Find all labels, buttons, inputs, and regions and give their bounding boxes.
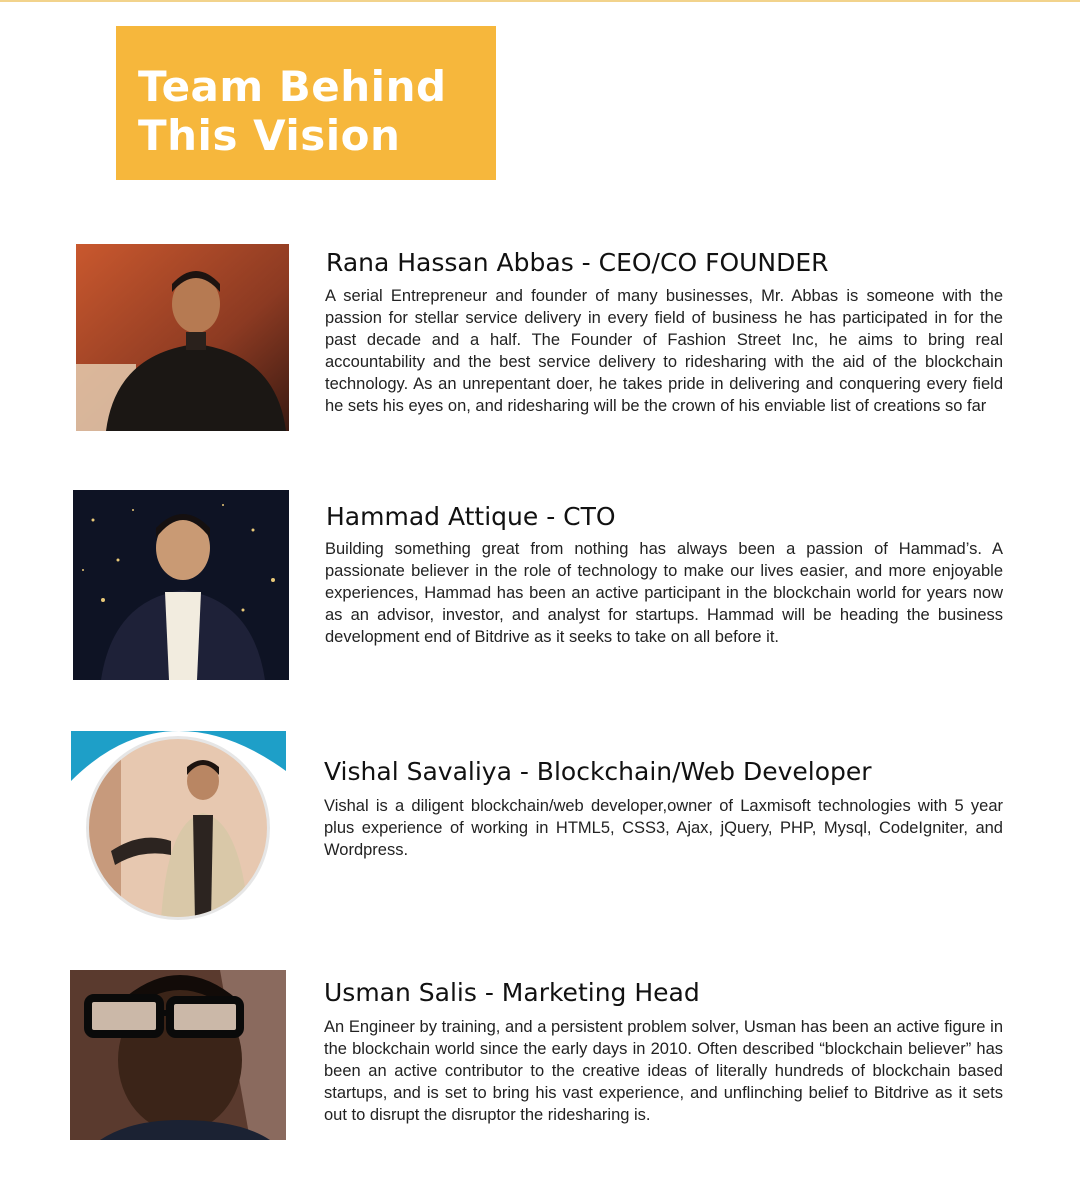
member-bio: Building something great from nothing has always been a passion of Hammad’s. A passionate believer in the role of technology to make our lives easier, and more enjoyable experiences, Hammad has been an active participant in the blockchain world for years now as an advisor, investor, and analyst for startups. Hammad will be heading the business development end of Bitdrive as it seeks to take on all before it. [325, 540, 1003, 646]
member-photo-hammad-attique [73, 490, 289, 680]
member-name: Vishal Savaliya - Blockchain/Web Developer [324, 757, 872, 786]
section-banner [116, 26, 496, 180]
member-bio: An Engineer by training, and a persistent problem solver, Usman has been an active figure in the blockchain world since the early days in 2010. Often described “blockchain believer” has been an active contributor to the creative ideas of literally hundreds of blockchain based startups, and is set to bring his vast experience, and unflinching belief to Bitdrive as it sets out to disrupt the disruptor the ridesharing is. [324, 1018, 1003, 1124]
banner-title-line-1: Team Behind [138, 62, 447, 111]
top-rule [0, 0, 1080, 2]
banner-title-line-2: This Vision [138, 111, 401, 160]
member-photo-usman-salis [70, 970, 286, 1140]
member-name: Usman Salis - Marketing Head [324, 978, 700, 1007]
member-name: Rana Hassan Abbas - CEO/CO FOUNDER [326, 248, 829, 277]
banner-title [138, 62, 496, 160]
member-bio: A serial Entrepreneur and founder of many businesses, Mr. Abbas is someone with the passion for stellar service delivery in every field of business he has participated in for the past decade and a half. The Founder of Fashion Street Inc, he aims to bring real accountability and the best service delivery to ridesharing with the aid of the blockchain technology. As an unrepentant doer, he takes pride in delivering and conquering every field he sets his eyes on, and ridesharing will be the crown of his enviable list of creations so far [325, 287, 1003, 415]
member-bio: Vishal is a diligent blockchain/web developer,owner of Laxmisoft technologies with 5 year plus experience of working in HTML5, CSS3, Ajax, jQuery, PHP, Mysql, CodeIgniter, and Wordpress. [324, 797, 1003, 859]
member-name: Hammad Attique - CTO [326, 502, 616, 531]
member-photo-rana-hassan-abbas [76, 244, 289, 431]
member-photo-vishal-savaliya [71, 731, 286, 921]
